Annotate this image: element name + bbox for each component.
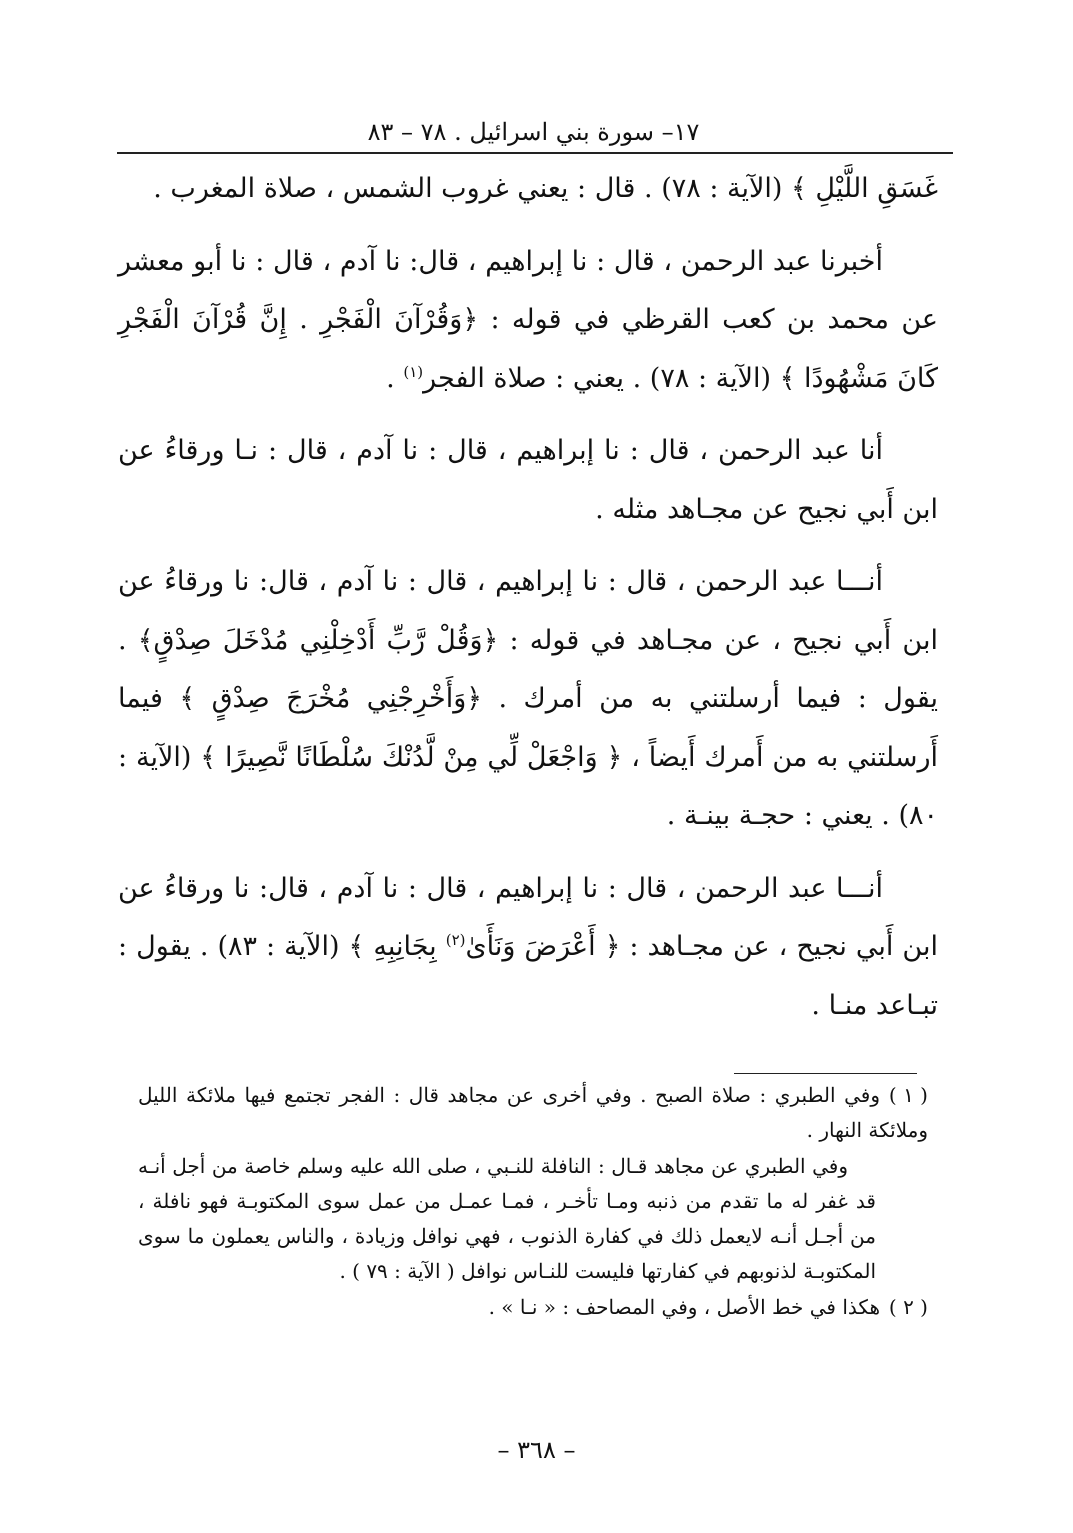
paragraph-2: أنا عبد الرحمن ، قال : نا إبراهيم ، قال : نا آدم ، قال : نـا ورقاءُ عن ابن أَبي نجيح عن مجـاهد مثله . bbox=[118, 435, 938, 525]
paragraph-3: أنـــا عبد الرحمن ، قال : نا إبراهيم ، قال : نا آدم ، قال: نا ورقاءُ عن ابن أَبي نجيح ، عن مجـاهد في قوله : ﴿وَقُلْ رَّبِّ أَدْخِلْنِي مُدْخَلَ صِدْقٍ﴾ . يقول : فيما أرسلتني به من أمرك . ﴿وَأَخْرِجْنِي مُخْرَجَ صِدْقٍ ﴾ فيما أَرسلتني به من أَمرك أَيضاً ، ﴿ وَاجْعَلْ لِّي مِنْ لَّدُنْكَ سُلْطَانًا نَّصِيرًا ﴾ (الآية : ٨٠) . يعني : حجـة بينـة . bbox=[118, 566, 938, 831]
paragraph-1-end: . bbox=[386, 362, 395, 394]
paragraph-4-text-b: بِجَانِبِهِ ﴾ (الآية : ٨٣) . يقول : تبـاعد منـا . bbox=[118, 931, 938, 1021]
footnote-1-number: ( ١ ) bbox=[888, 1083, 928, 1107]
main-text bbox=[118, 160, 938, 1035]
continuation-line: غَسَقِ اللَّيْلِ ﴾ (الآية : ٧٨) . قال : يعني غروب الشمس ، صلاة المغرب . bbox=[153, 173, 938, 204]
footnote-1-text: وفي الطبري : صلاة الصبح . وفي أخرى عن مجاهد قال : الفجر تجتمع فيها ملائكة الليل وملائكة النهار . bbox=[138, 1083, 928, 1143]
footnote-1 bbox=[138, 1078, 928, 1149]
paragraph-4 bbox=[118, 860, 938, 1036]
paragraph-1-text: أخبرنا عبد الرحمن ، قال : نا إبراهيم ، قال: نا آدم ، قال : نا أبو معشر عن محمد بن كعب القرظي في قوله : ﴿وَقُرْآنَ الْفَجْرِ . إِنَّ قُرْآنَ الْفَجْرِ كَانَ مَشْهُودًا ﴾ (الآية : ٧٨) . يعني : صلاة الفجر bbox=[118, 245, 938, 394]
footnote-ref-1: (١) bbox=[403, 362, 424, 381]
running-header: ١٧– سورة بني اسرائيل . ٧٨ – ٨٣ bbox=[367, 118, 700, 146]
footnote-rule bbox=[734, 1073, 917, 1074]
footnote-2-number: ( ٢ ) bbox=[888, 1294, 928, 1319]
footnote-2-text: هكذا في خط الأصل ، وفي المصاحف : « نـا » . bbox=[488, 1294, 880, 1319]
header-rule bbox=[117, 152, 953, 154]
footnotes bbox=[138, 1078, 928, 1325]
footnote-ref-2: (٢) bbox=[445, 931, 466, 949]
paragraph-4-text-a: أنـــا عبد الرحمن ، قال : نا إبراهيم ، قال : نا آدم ، قال: نا ورقاءُ عن ابن أَبي نجيح ، عن مجـاهد : ﴿ أَعْرَضَ وَنَأَىٰ bbox=[118, 872, 938, 962]
footnote-1-paragraph-2: وفي الطبري عن مجاهد قـال : النافلة للنـبي ، صلى الله عليه وسلم خاصة من أجل أنـه قد غفر له ما تقدم من ذنبه ومـا تأخـر ، فمـا عمـل من عمل سوى المكتوبـة فهو نافلة ، من أجـل أنـه لايعمل ذلك في كفارة الذنوب ، فهي نوافل وزيادة ، والناس يعملون ما سوى المكتوبـة لذنوبهم في كفارتها فليست للنـاس نوافل ( الآية : ٧٩ ) . bbox=[138, 1153, 876, 1284]
paragraph-1 bbox=[118, 233, 938, 409]
page-number: – ٣٦٨ – bbox=[497, 1436, 576, 1464]
footnote-2 bbox=[138, 1290, 928, 1325]
